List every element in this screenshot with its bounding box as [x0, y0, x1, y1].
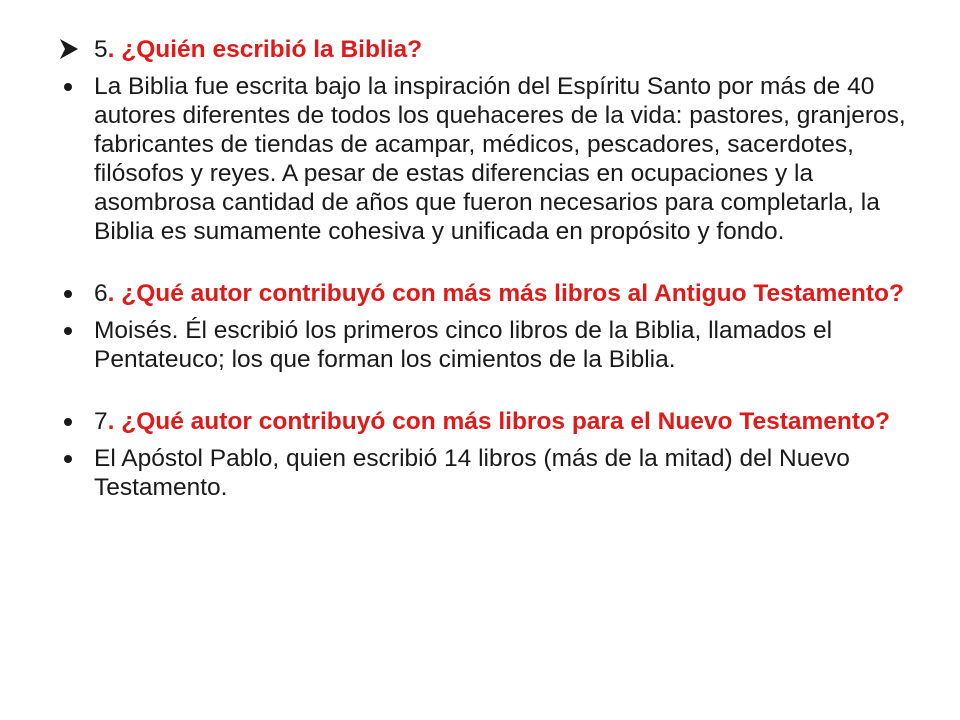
question-number: 6 [94, 280, 108, 307]
question-6 [58, 279, 918, 308]
answer-6 [58, 316, 918, 374]
question-text: . ¿Qué autor contribuyó con más más libros al Antiguo Testamento? [107, 280, 904, 307]
answer-text: La Biblia fue escrita bajo la inspiración del Espíritu Santo por más de 40 autores diferentes de todos los quehaceres de la vida: pastores, granjeros, fabricantes de tiendas de acampar, médicos, pescadores, sacerdotes, filósofos y reyes. A pesar de estas diferencias en ocupaciones y la asombrosa cantidad de años que fueron necesarios para completarla, la Biblia es sumamente cohesiva y unificada en propósito y fondo. [94, 73, 906, 245]
question-text: . ¿Qué autor contribuyó con más libros para el Nuevo Testamento? [107, 408, 890, 435]
question-5 [58, 35, 918, 64]
answer-text: El Apóstol Pablo, quien escribió 14 libros (más de la mitad) del Nuevo Testamento. [94, 445, 850, 501]
slide-content [58, 35, 918, 502]
answer-text: Moisés. Él escribió los primeros cinco libros de la Biblia, llamados el Pentateuco; los que forman los cimientos de la Biblia. [94, 317, 833, 373]
question-number: 7 [94, 408, 108, 435]
question-7 [58, 407, 918, 436]
question-text: . ¿Quién escribió la Biblia? [107, 36, 423, 63]
answer-5 [58, 72, 918, 246]
question-number: 5 [94, 36, 108, 63]
answer-7 [58, 444, 918, 502]
